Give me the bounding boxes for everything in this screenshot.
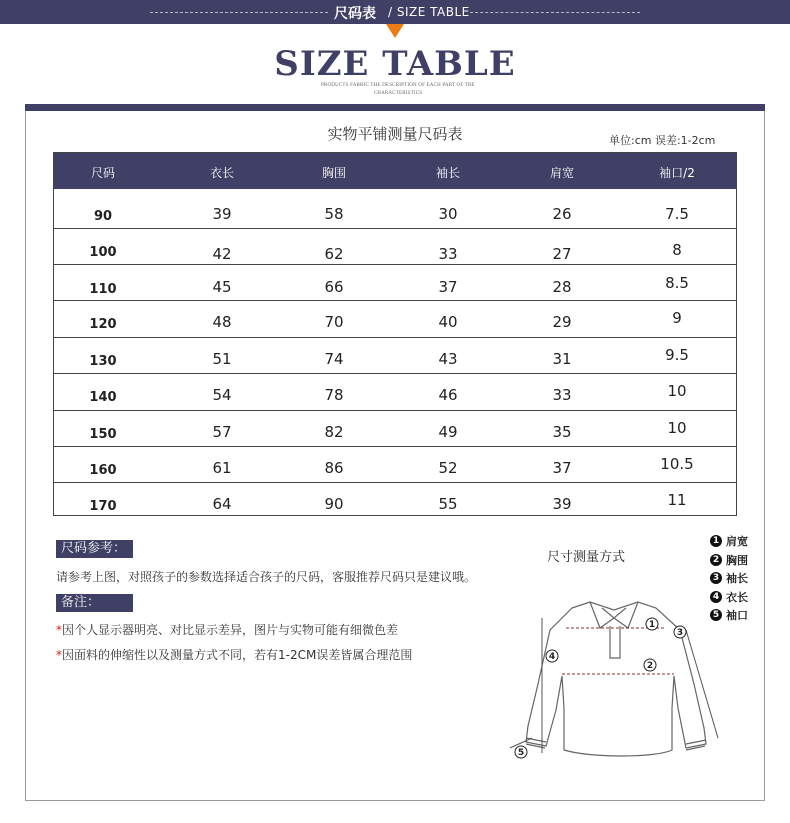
table-cell: 11: [667, 491, 687, 509]
remark-item: [56, 646, 412, 663]
table-cell: 160: [89, 463, 117, 478]
table-cell: 10: [667, 382, 687, 400]
table-cell: 8: [672, 241, 682, 259]
table-row: [54, 410, 736, 446]
table-cell: 42: [212, 245, 232, 263]
table-cell: 110: [89, 282, 117, 297]
table-cell: 35: [552, 423, 572, 441]
table-row: [54, 189, 736, 228]
top-banner: [0, 0, 790, 24]
table-cell: 30: [438, 205, 458, 223]
legend-label: 衣长: [726, 590, 748, 604]
table-cell: 10.5: [660, 455, 694, 473]
table-cell: 55: [438, 495, 458, 513]
collar-icon: [590, 602, 638, 628]
table-cell: 58: [324, 205, 344, 223]
table-cell: 29: [552, 313, 572, 331]
remark-item: [56, 621, 398, 638]
table-cell: 28: [552, 278, 572, 296]
table-cell: 48: [212, 313, 232, 331]
banner-dash-right: [470, 12, 640, 13]
table-cell: 62: [324, 245, 344, 263]
table-cell: 130: [89, 354, 117, 369]
header-sleeve: 袖长: [435, 166, 460, 180]
number-badge-icon: 4: [710, 591, 722, 603]
table-cell: 82: [324, 423, 344, 441]
size-reference-text: 请参考上图，对照孩子的参数选择适合孩子的尺码，客服推荐尺码只是建议哦。: [56, 570, 477, 584]
number-badge-icon: 2: [710, 554, 722, 566]
table-cell: 70: [324, 313, 344, 331]
table-cell: 31: [552, 350, 572, 368]
marker-5: 5: [517, 748, 525, 758]
header-cuff: 袖口/2: [659, 166, 695, 180]
table-cell: 64: [212, 495, 232, 513]
remark-text: 因面料的伸缩性以及测量方式不同，若有1-2CM误差皆属合理范围: [62, 648, 413, 662]
table-cell: 26: [552, 205, 572, 223]
banner-subtitle: / SIZE TABLE: [388, 5, 470, 19]
table-cell: 86: [324, 459, 344, 477]
marker-1: 1: [648, 620, 656, 630]
marker-3: 3: [676, 628, 684, 638]
legend-label: 袖口: [726, 609, 748, 622]
table-cell: 8.5: [665, 274, 689, 292]
shirt-outline-icon: [526, 602, 706, 756]
unit-note: 单位:cm 误差:1-2cm: [609, 134, 716, 147]
header-chest: 胸围: [321, 166, 346, 180]
header-length: 衣长: [209, 166, 234, 180]
table-row: [54, 264, 736, 300]
banner-dash-left: [150, 12, 328, 13]
star-icon: *: [56, 623, 62, 637]
legend-item: [710, 533, 748, 552]
table-cell: 78: [324, 386, 344, 404]
table-cell: 49: [438, 423, 458, 441]
table-cell: 90: [93, 209, 113, 224]
legend-label: 袖长: [726, 572, 748, 585]
table-cell: 10: [667, 419, 687, 437]
table-title: 实物平铺测量尺码表: [327, 125, 463, 143]
header-shoulder: 肩宽: [549, 166, 574, 180]
header-size: 尺码: [90, 166, 115, 180]
legend-label: 肩宽: [726, 535, 748, 548]
table-cell: 9: [672, 309, 682, 327]
table-row: [54, 373, 736, 410]
frame-top-bar: [25, 104, 765, 111]
table-row: [54, 482, 736, 515]
legend-item: [710, 570, 748, 589]
table-cell: 33: [438, 245, 458, 263]
table-cell: 100: [89, 245, 117, 260]
orange-triangle-icon: [386, 24, 404, 38]
table-row: [54, 228, 736, 264]
marker-4: 4: [548, 652, 556, 662]
number-badge-icon: 1: [710, 535, 722, 547]
table-cell: 39: [212, 205, 232, 223]
table-cell: 66: [324, 278, 344, 296]
remark-label: 备注：: [56, 594, 133, 612]
size-reference-label: 尺码参考：: [56, 540, 133, 558]
page-title: SIZE TABLE: [274, 44, 516, 84]
table-cell: 43: [438, 350, 458, 368]
table-cell: 52: [438, 459, 458, 477]
table-cell: 140: [89, 390, 117, 405]
table-cell: 170: [89, 499, 117, 514]
table-cell: 90: [324, 495, 344, 513]
shirt-diagram: [490, 588, 760, 783]
table-cell: 9.5: [665, 346, 689, 364]
legend-item: [710, 552, 748, 571]
table-cell: 74: [324, 350, 344, 368]
title-description: PRODUCTS FABRIC THE DESCRIPTION OF EACH PART OF THE CHARACTERISTICS: [320, 83, 476, 96]
table-row: [54, 446, 736, 482]
size-table: [53, 152, 737, 516]
legend-label: 胸围: [726, 553, 748, 567]
table-cell: 7.5: [665, 205, 689, 223]
table-header: [54, 153, 736, 189]
table-cell: 40: [438, 313, 458, 331]
placket-icon: [610, 626, 620, 658]
table-cell: 45: [212, 278, 232, 296]
table-cell: 33: [552, 386, 572, 404]
table-cell: 37: [552, 459, 572, 477]
table-cell: 120: [89, 317, 117, 332]
banner-title: 尺码表: [334, 6, 376, 22]
table-cell: 150: [89, 427, 117, 442]
star-icon: *: [56, 648, 62, 662]
table-cell: 37: [438, 278, 458, 296]
table-cell: 51: [212, 350, 232, 368]
table-row: [54, 300, 736, 337]
table-cell: 61: [212, 459, 232, 477]
table-cell: 46: [438, 386, 458, 404]
table-row: [54, 337, 736, 373]
table-cell: 39: [552, 495, 572, 513]
table-cell: 27: [552, 245, 572, 263]
marker-2: 2: [646, 661, 654, 671]
remark-text: 因个人显示器明亮、对比显示差异，图片与实物可能有细微色差: [62, 623, 399, 637]
number-badge-icon: 5: [710, 609, 722, 621]
table-cell: 57: [212, 423, 232, 441]
number-badge-icon: 3: [710, 572, 722, 584]
diagram-title: 尺寸测量方式: [547, 550, 626, 565]
table-cell: 54: [212, 386, 232, 404]
